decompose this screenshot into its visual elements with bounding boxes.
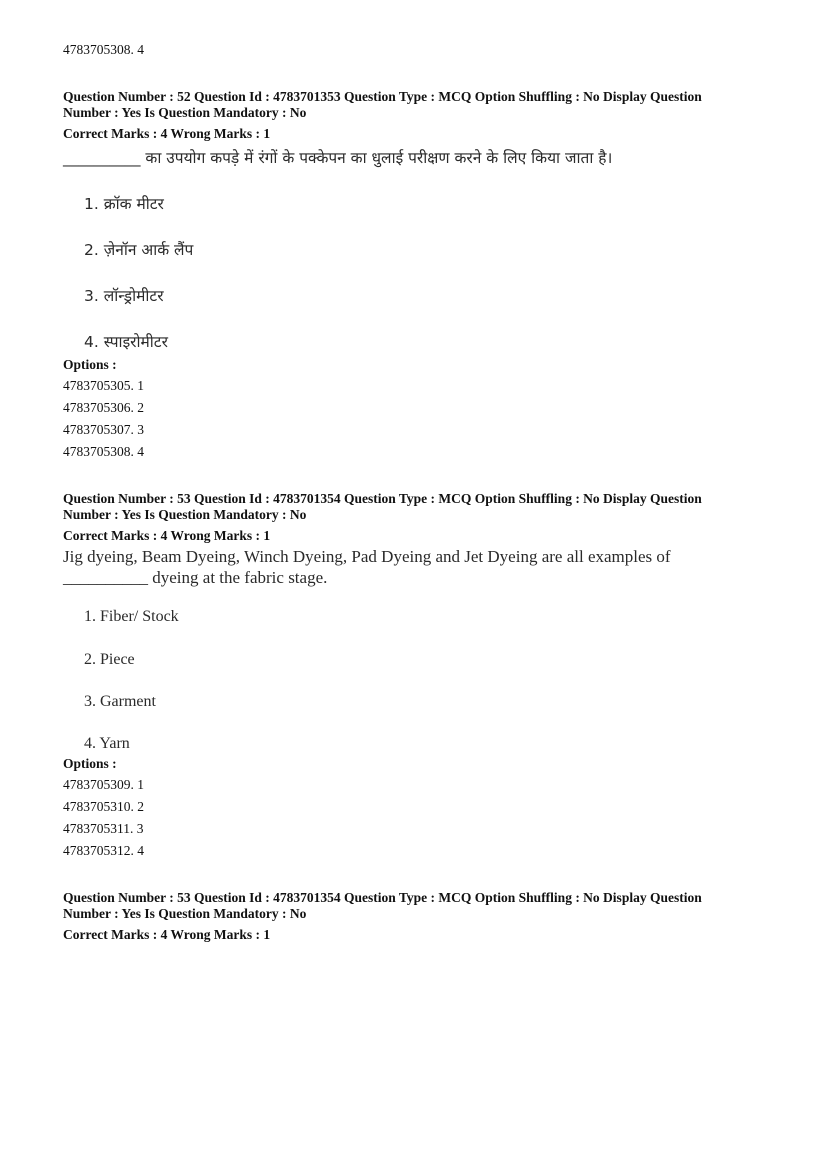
choice-3: 3. लॉन्ड्रोमीटर	[84, 287, 164, 305]
choice-2: 2. ज़ेनॉन आर्क लैंप	[84, 241, 194, 259]
question-header-line2: Number : Yes Is Question Mandatory : No	[63, 507, 307, 522]
choice-2: 2. Piece	[84, 651, 135, 668]
question-header-line1: Question Number : 53 Question Id : 4783701354 Question Type : MCQ Option Shuffling : No Display Question	[63, 890, 702, 905]
choice-1: 1. Fiber/ Stock	[84, 608, 179, 625]
option-id-4: 4783705308. 4	[63, 444, 144, 459]
question-marks: Correct Marks : 4 Wrong Marks : 1	[63, 126, 271, 141]
question-header-line2: Number : Yes Is Question Mandatory : No	[63, 105, 307, 120]
options-label: Options :	[63, 756, 117, 771]
question-text-line1: Jig dyeing, Beam Dyeing, Winch Dyeing, Pad Dyeing and Jet Dyeing are all examples of	[63, 547, 671, 566]
option-id-4: 4783705312. 4	[63, 843, 144, 858]
choice-3: 3. Garment	[84, 693, 156, 710]
question-marks: Correct Marks : 4 Wrong Marks : 1	[63, 528, 271, 543]
question-header-line1: Question Number : 53 Question Id : 4783701354 Question Type : MCQ Option Shuffling : No Display Question	[63, 491, 702, 506]
question-text-line2: __________ dyeing at the fabric stage.	[63, 568, 328, 587]
choice-4: 4. स्पाइरोमीटर	[84, 333, 168, 351]
option-id-2: 4783705310. 2	[63, 799, 144, 814]
option-id-2: 4783705306. 2	[63, 400, 144, 415]
option-id-1: 4783705309. 1	[63, 777, 144, 792]
choice-1: 1. क्रॉक मीटर	[84, 195, 164, 213]
option-id-1: 4783705305. 1	[63, 378, 144, 393]
option-id-3: 4783705311. 3	[63, 821, 144, 836]
question-marks: Correct Marks : 4 Wrong Marks : 1	[63, 927, 271, 942]
top-option-id: 4783705308. 4	[63, 42, 144, 57]
question-text: __________ का उपयोग कपड़े में रंगों के पक्केपन का धुलाई परीक्षण करने के लिए किया जाता है।	[63, 149, 613, 167]
choice-4: 4. Yarn	[84, 735, 130, 752]
option-id-3: 4783705307. 3	[63, 422, 144, 437]
question-header-line1: Question Number : 52 Question Id : 4783701353 Question Type : MCQ Option Shuffling : No Display Question	[63, 89, 702, 104]
options-label: Options :	[63, 357, 117, 372]
question-header-line2: Number : Yes Is Question Mandatory : No	[63, 906, 307, 921]
